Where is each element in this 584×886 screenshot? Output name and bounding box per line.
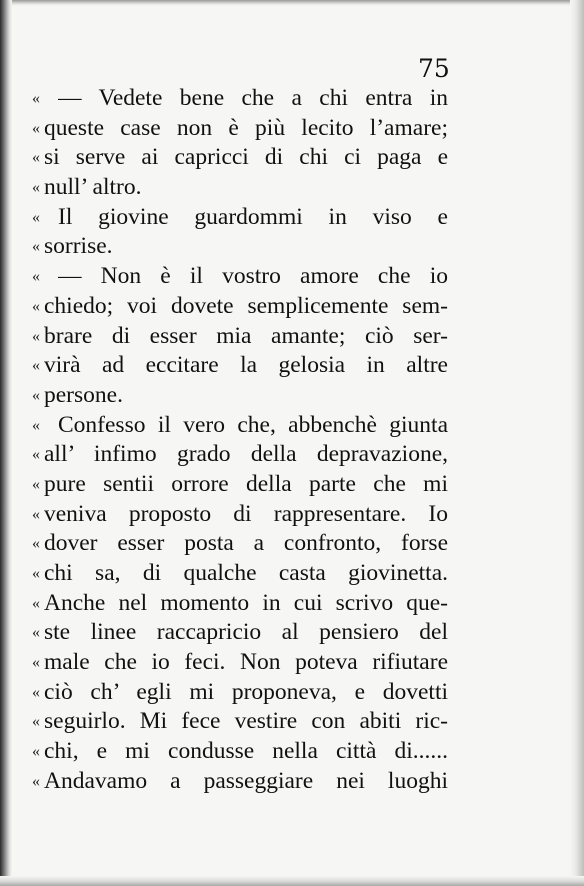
quote-mark: « [32, 327, 40, 345]
text-line [32, 500, 448, 530]
text-line [32, 292, 448, 322]
quote-mark: « [32, 149, 40, 167]
line-text: brare di esser mia amante; ciò ser- [44, 322, 448, 349]
line-text: si serve ai capricci di chi ci paga e [44, 144, 448, 171]
quote-mark: « [32, 90, 40, 107]
page-number: 75 [418, 54, 450, 83]
text-line [32, 529, 448, 559]
quote-mark: « [32, 238, 40, 256]
quote-mark: « [32, 475, 40, 493]
quote-mark: « [32, 624, 40, 642]
text-line [32, 440, 448, 470]
line-text: pure sentii orrore della parte che mi [44, 470, 448, 497]
text-line [32, 411, 448, 441]
quote-mark: « [32, 505, 40, 523]
quote-mark: « [32, 594, 40, 612]
line-text: chiedo; voi dovete semplicemente sem- [44, 292, 448, 319]
text-line [32, 351, 448, 381]
line-text: all’ infimo grado della depravazione, [44, 441, 448, 468]
line-text: queste case non è più lecito l’amare; [44, 114, 448, 141]
line-text: ste linee raccapricio al pensiero del [44, 619, 448, 646]
line-text: veniva proposto di rappresentare. Io [44, 500, 448, 527]
quote-mark: « [32, 179, 40, 197]
text-line [32, 589, 448, 619]
text-line [32, 232, 448, 262]
text-line [32, 143, 448, 173]
text-line [32, 262, 448, 292]
quote-mark: « [32, 416, 40, 434]
quote-mark: « [32, 654, 40, 672]
text-line [32, 381, 448, 411]
text-line [32, 322, 448, 352]
line-text: dover esser posta a confronto, forse [44, 530, 448, 557]
page-bottom-edge [0, 876, 584, 886]
quote-mark: « [32, 565, 40, 582]
page-left-edge [0, 0, 12, 886]
line-text: chi sa, di qualche casta giovinetta. [44, 560, 448, 586]
line-text: Confesso il vero che, abbenchè giunta [58, 411, 448, 438]
line-text: Andavamo a passeggiare nei luoghi [44, 767, 448, 794]
line-text: — Vedete bene che a chi entra in [58, 85, 448, 111]
page-right-edge [570, 0, 584, 886]
quote-mark: « [32, 208, 40, 226]
line-text: Il giovine guardommi in viso e [58, 203, 448, 230]
line-text: ciò ch’ egli mi proponeva, e dovetti [44, 678, 448, 705]
quote-mark: « [32, 268, 40, 286]
quote-mark: « [32, 297, 40, 315]
text-line [32, 648, 448, 678]
text-line [32, 203, 448, 233]
text-line [32, 678, 448, 708]
line-text: chi, e mi condusse nella città di...... [44, 738, 448, 765]
line-text: null’ altro. [44, 174, 142, 201]
text-line [32, 470, 448, 500]
text-line [32, 559, 448, 589]
line-text: — Non è il vostro amore che io [58, 263, 448, 290]
text-line [32, 618, 448, 648]
line-text: Anche nel momento in cui scrivo que- [44, 589, 448, 616]
line-text: virà ad eccitare la gelosia in altre [44, 352, 448, 379]
text-line [32, 114, 448, 144]
text-line [32, 84, 448, 114]
quote-mark: « [32, 772, 40, 790]
line-text: sorrise. [44, 233, 113, 260]
text-line [32, 707, 448, 737]
quote-mark: « [32, 743, 40, 761]
quote-mark: « [32, 119, 40, 137]
quote-mark: « [32, 713, 40, 731]
text-line [32, 737, 448, 767]
quote-mark: « [32, 535, 40, 553]
quote-mark: « [32, 446, 40, 464]
line-text: male che io feci. Non poteva rifiutare [44, 649, 448, 676]
body-text [32, 84, 448, 797]
text-line [32, 767, 448, 797]
line-text: seguirlo. Mi fece vestire con abiti ric- [44, 708, 448, 735]
page-top-edge [0, 0, 584, 6]
quote-mark: « [32, 357, 40, 375]
quote-mark: « [32, 386, 40, 404]
text-line [32, 173, 448, 203]
line-text: persone. [44, 381, 123, 408]
quote-mark: « [32, 683, 40, 701]
